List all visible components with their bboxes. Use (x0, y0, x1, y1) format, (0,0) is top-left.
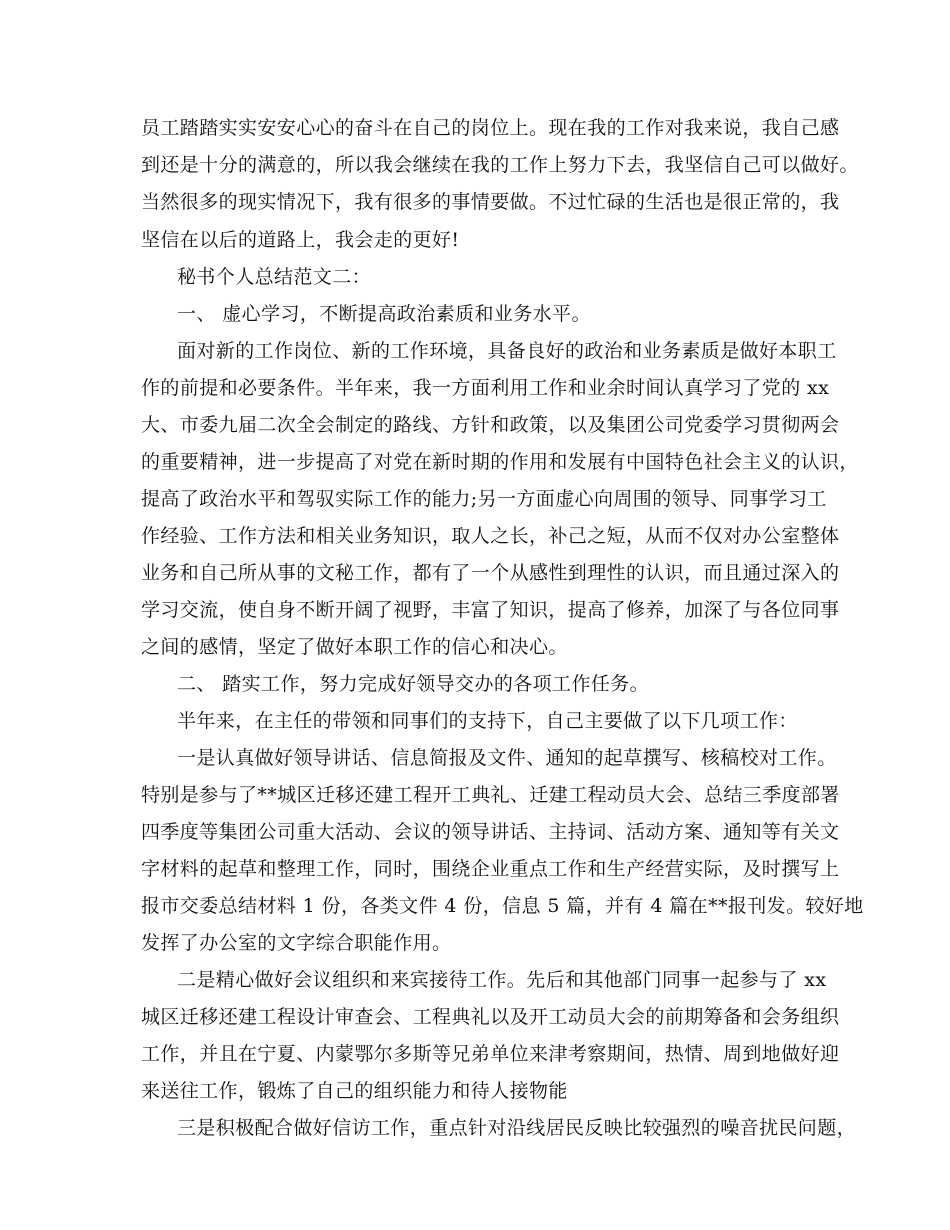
paragraph-line: 工作，并且在宁夏、内蒙鄂尔多斯等兄弟单位来津考察期间，热情、周到地做好迎 (141, 1043, 840, 1065)
paragraph-line: 之间的感情，坚定了做好本职工作的信心和决心。 (141, 636, 568, 658)
paragraph-line: 当然很多的现实情况下，我有很多的事情要做。不过忙碌的生活也是很正常的，我 (141, 191, 840, 213)
paragraph-line: 半年来，在主任的带领和同事们的支持下，自己主要做了以下几项工作： (177, 710, 798, 732)
paragraph-line: 业务和自己所从事的文秘工作，都有了一个从感性到理性的认识，而且通过深入的 (141, 562, 840, 584)
section-heading: 二、 踏实工作，努力完成好领导交办的各项工作任务。 (177, 673, 650, 695)
paragraph-line: 三是积极配合做好信访工作，重点针对沿线居民反映比较强烈的噪音扰民问题， (177, 1117, 857, 1139)
paragraph-line: 发挥了办公室的文字综合职能作用。 (141, 932, 452, 954)
paragraph-line: 面对新的工作岗位、新的工作环境，具备良好的政治和业务素质是做好本职工 (177, 340, 837, 362)
paragraph-line: 员工踏踏实实安安心心的奋斗在自己的岗位上。现在我的工作对我来说，我自己感 (141, 117, 840, 139)
paragraph-line: 来送往工作，锻炼了自己的组织能力和待人接物能 (141, 1080, 568, 1102)
paragraph-line: 四季度等集团公司重大活动、会议的领导讲话、主持词、活动方案、通知等有关文 (141, 821, 840, 843)
section-heading: 一、 虚心学习，不断提高政治素质和业务水平。 (177, 303, 591, 325)
paragraph-line: 报市交委总结材料 1 份，各类文件 4 份，信息 5 篇，并有 4 篇在**报刊发。较好地 (141, 895, 864, 917)
paragraph-line: 大、市委九届二次全会制定的路线、方针和政策，以及集团公司党委学习贯彻两会 (141, 414, 840, 436)
paragraph-line: 特别是参与了**城区迁移还建工程开工典礼、迁建工程动员大会、总结三季度部署 (141, 784, 840, 806)
paragraph-line: 作经验、工作方法和相关业务知识，取人之长，补己之短，从而不仅对办公室整体 (141, 525, 840, 547)
paragraph-line: 城区迁移还建工程设计审查会、工程典礼以及开工动员大会的前期筹备和会务组织 (141, 1006, 840, 1028)
paragraph-line: 二是精心做好会议组织和来宾接待工作。先后和其他部门同事一起参与了 xx (177, 969, 827, 991)
paragraph-line: 坚信在以后的道路上，我会走的更好! (141, 229, 460, 251)
section-heading: 秘书个人总结范文二： (177, 266, 372, 288)
paragraph-line: 字材料的起草和整理工作，同时，围绕企业重点工作和生产经营实际，及时撰写上 (141, 858, 840, 880)
paragraph-line: 的重要精神，进一步提高了对党在新时期的作用和发展有中国特色社会主义的认识， (141, 451, 859, 473)
paragraph-line: 一是认真做好领导讲话、信息简报及文件、通知的起草撰写、核稿校对工作。 (177, 747, 837, 769)
paragraph-line: 提高了政治水平和驾驭实际工作的能力;另一方面虚心向周围的领导、同事学习工 (141, 488, 827, 510)
paragraph-line: 作的前提和必要条件。半年来，我一方面利用工作和业余时间认真学习了党的 xx (141, 377, 830, 399)
paragraph-line: 学习交流，使自身不断开阔了视野，丰富了知识，提高了修养，加深了与各位同事 (141, 599, 840, 621)
paragraph-line: 到还是十分的满意的，所以我会继续在我的工作上努力下去，我坚信自己可以做好。 (141, 154, 859, 176)
